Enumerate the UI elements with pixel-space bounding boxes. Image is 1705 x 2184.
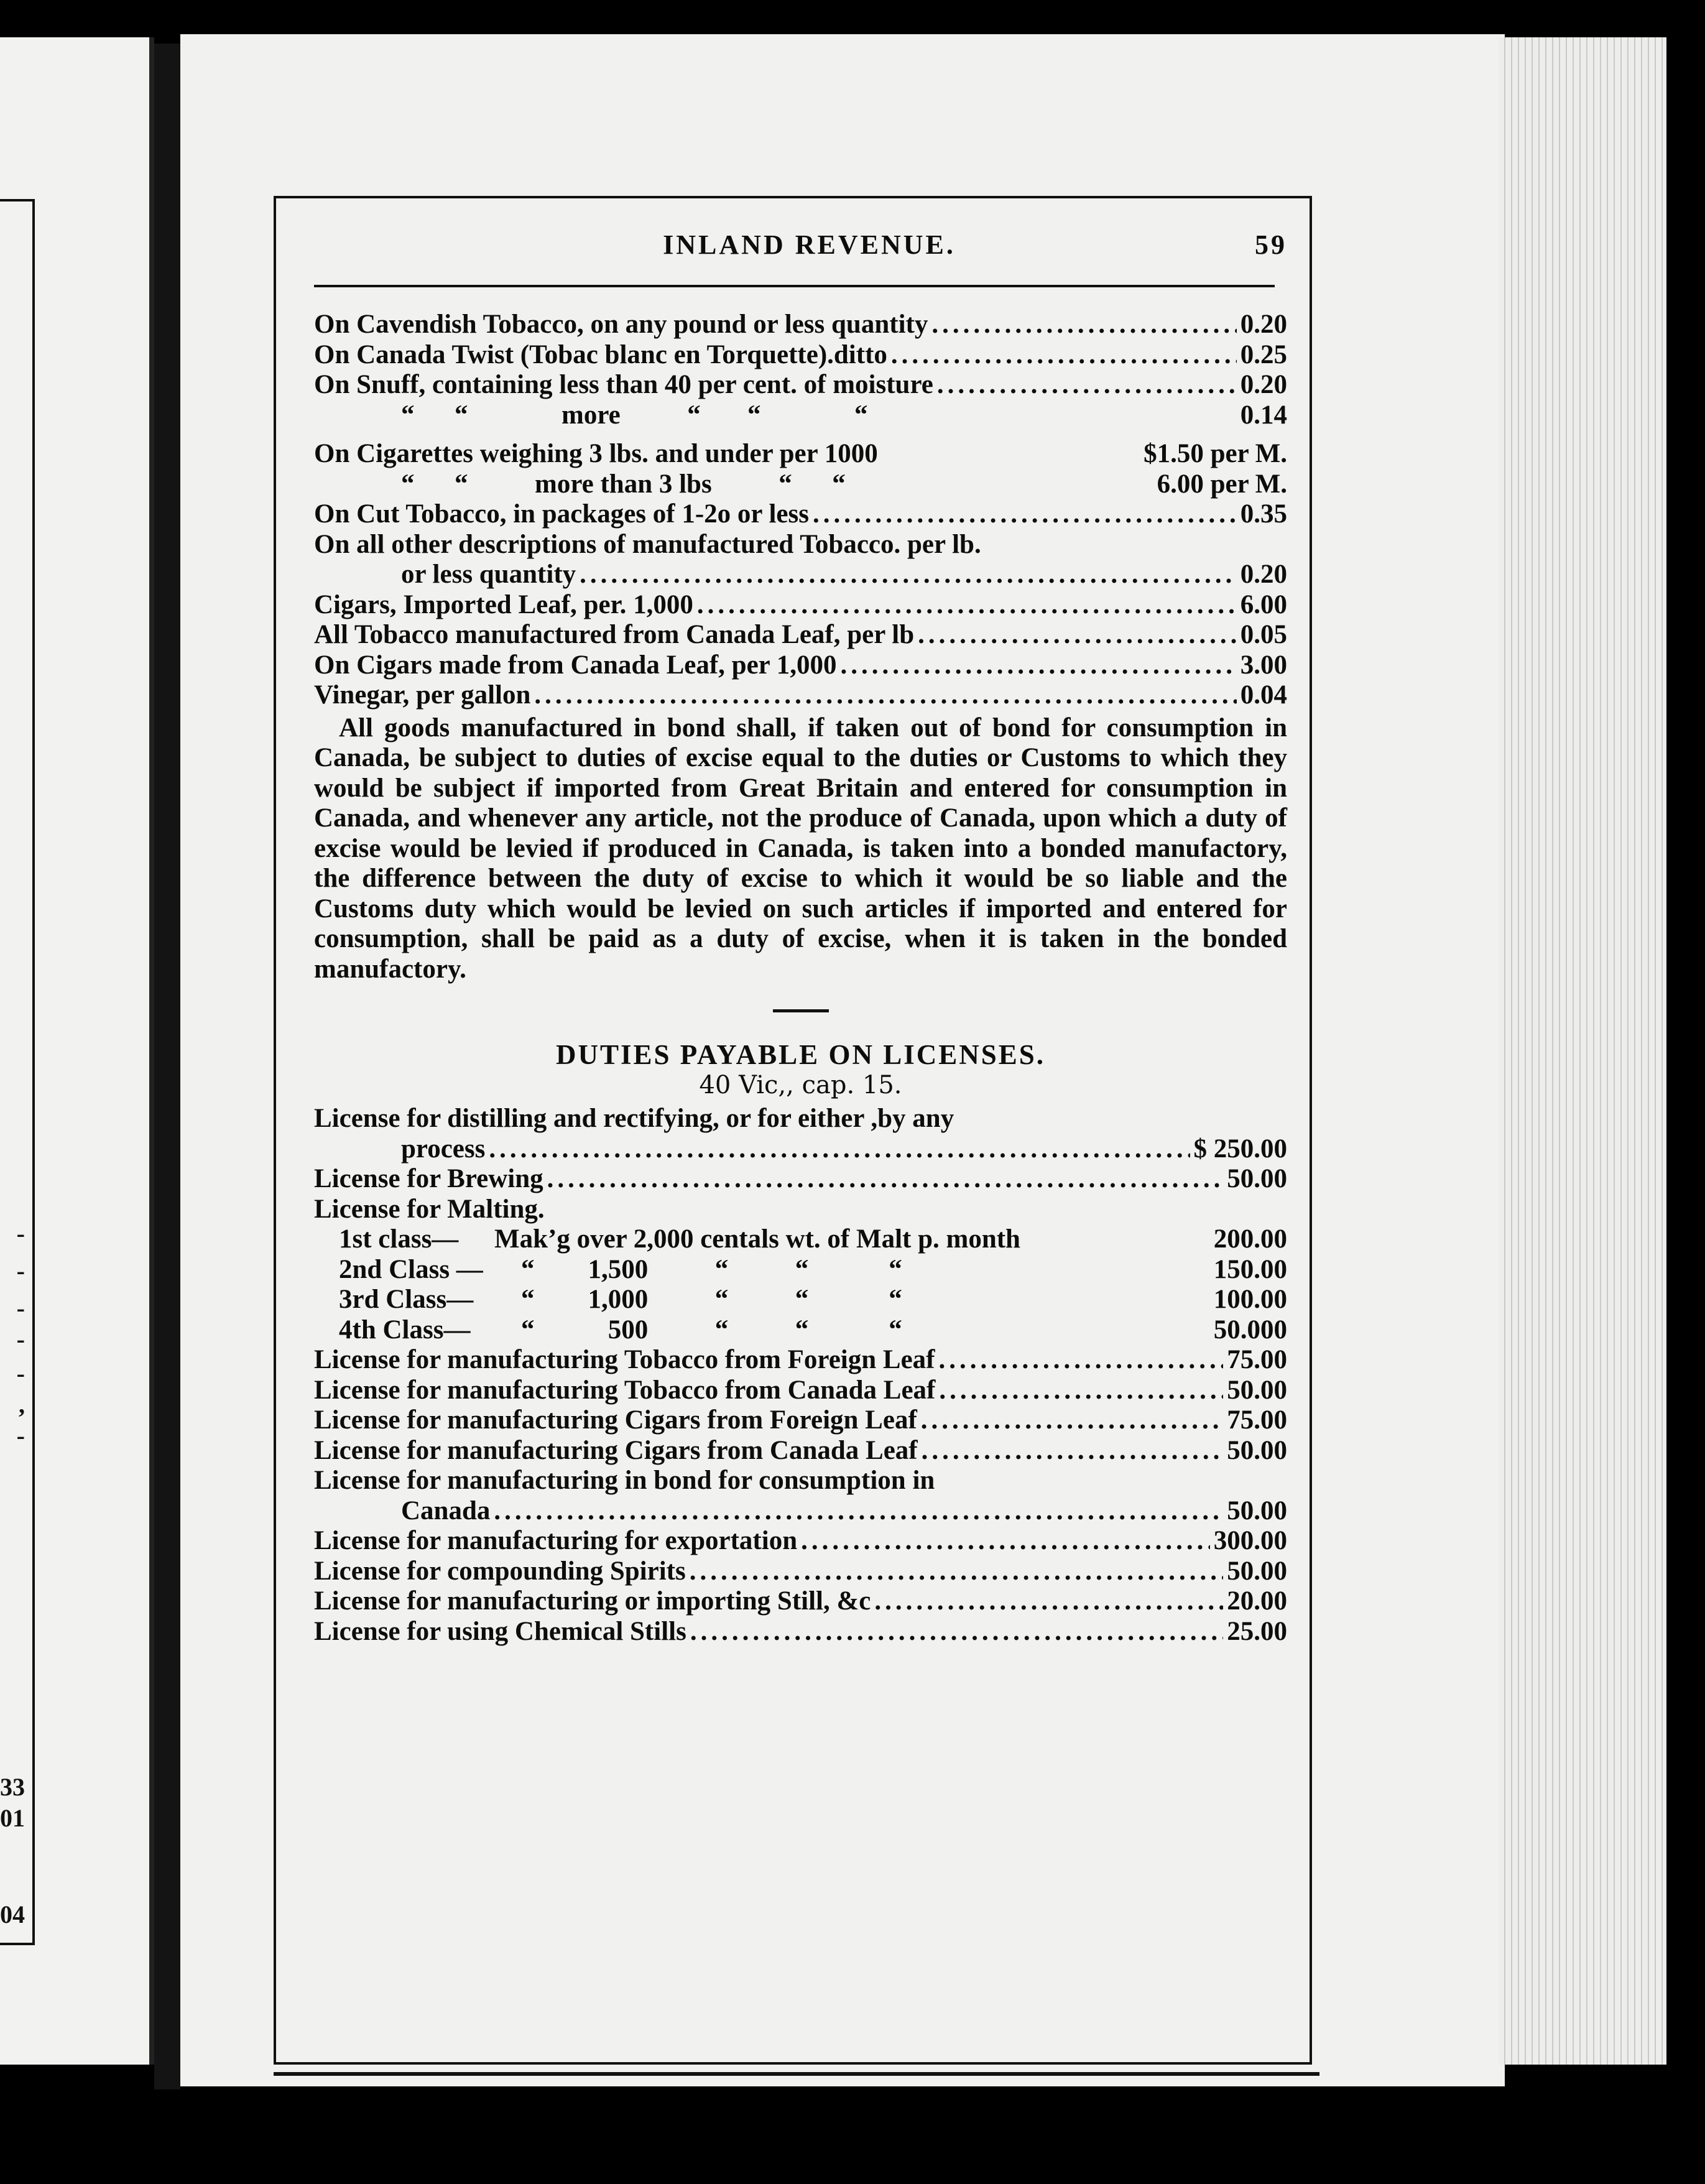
license-row: [314, 1104, 1287, 1134]
malting-class-value: 100.00: [1213, 1285, 1287, 1314]
left-fragment: -: [16, 1422, 25, 1450]
rate-value: 0.04: [1240, 680, 1287, 710]
license-value: $ 250.00: [1193, 1134, 1287, 1164]
malting-class-value: 150.00: [1213, 1254, 1287, 1284]
rate-value: 0.14: [1240, 400, 1287, 430]
license-value: 25.00: [1227, 1616, 1287, 1646]
license-value: 75.00: [1227, 1345, 1287, 1374]
license-label: License for manufacturing Tobacco from Canada Leaf: [314, 1375, 936, 1405]
rate-row: [314, 439, 1287, 470]
malting-class: 1st class—: [339, 1224, 459, 1254]
malting-class: 3rd Class—: [339, 1285, 474, 1314]
bond-paragraph-text: All goods manufactured in bond shall, if taken out of bond for consumption in Canada, be subject to duties of excise equal to the duties or Customs to which they would be subject if imported from Great Britain and entered for consumption in Canada, and whenever any article, not the produce of Canada, upon which a duty of excise would be levied if produced in Canada, is taken into a bonded manufactory, the difference between the duty of excise to which it would be so liable and the Customs duty which would be levied on such articles if imported and entered for consumption, shall be paid as a duty of excise, when it is taken in the bonded manufactory.: [314, 713, 1287, 984]
book-gutter: [154, 44, 180, 2089]
rate-row: [314, 680, 1287, 711]
license-row: [314, 1164, 1287, 1195]
section-divider: [773, 1009, 829, 1012]
rate-value: 6.00 per M.: [1157, 469, 1287, 499]
rate-label: On Cigarettes weighing 3 lbs. and under per 1000: [314, 439, 878, 468]
rate-label: On Cavendish Tobacco, on any pound or less quantity: [314, 310, 928, 339]
license-label: License for using Chemical Stills: [314, 1616, 686, 1646]
malting-class-value: 50.000: [1213, 1315, 1287, 1344]
rate-value: 0.35: [1240, 499, 1287, 529]
rate-row: [314, 530, 1287, 560]
license-row: [314, 1496, 1287, 1527]
rate-label: On Cut Tobacco, in packages of 1-2o or less: [314, 499, 809, 529]
running-header: [314, 230, 1287, 274]
malting-class-row: [314, 1285, 1287, 1315]
left-fragment: 04: [0, 1900, 25, 1928]
license-label: License for manufacturing Cigars from Canada Leaf: [314, 1435, 918, 1465]
rate-label: or less quantity: [401, 560, 576, 589]
license-row: [314, 1557, 1287, 1587]
page-number: 59: [1255, 229, 1287, 260]
license-label: License for manufacturing or importing Still, &c: [314, 1586, 871, 1616]
license-row: [314, 1586, 1287, 1617]
left-fragment: -: [16, 1359, 25, 1387]
left-page-frame: [0, 199, 35, 1945]
rate-label: Vinegar, per gallon: [314, 680, 531, 710]
license-row: [314, 1466, 1287, 1496]
left-fragment: 33: [0, 1773, 25, 1801]
rate-row: [314, 590, 1287, 621]
license-value: 50.00: [1227, 1556, 1287, 1586]
rate-row: [314, 470, 1287, 500]
rate-label: On Snuff, containing less than 40 per cent. of moisture: [314, 370, 933, 399]
left-fragment: -: [16, 1219, 25, 1247]
rate-label: On Cigars made from Canada Leaf, per 1,000: [314, 650, 837, 680]
rate-value: 3.00: [1240, 650, 1287, 680]
rate-value: $1.50 per M.: [1144, 439, 1287, 468]
left-fragment: 01: [0, 1804, 25, 1832]
rate-row: [314, 400, 1287, 431]
page-frame-bottom-rule: [274, 2072, 1319, 2076]
licenses-heading: DUTIES PAYABLE ON LICENSES.: [555, 1039, 1046, 1070]
rate-label: On all other descriptions of manufactured Tobacco. per lb.: [314, 529, 981, 559]
license-label: License for Brewing: [314, 1164, 543, 1193]
malting-class-row: [314, 1255, 1287, 1285]
licenses-citation: 40 Vic,, cap. 15.: [699, 1070, 902, 1099]
license-row: [314, 1195, 1287, 1225]
license-value: 75.00: [1227, 1405, 1287, 1435]
license-value: 300.00: [1213, 1526, 1287, 1555]
rate-value: 6.00: [1240, 590, 1287, 619]
rate-row: [314, 499, 1287, 530]
license-row: [314, 1617, 1287, 1647]
malting-class-desc: “ 1,000 “ “ “: [494, 1285, 902, 1314]
license-label: License for distilling and rectifying, or for either ,by any: [314, 1104, 954, 1133]
malting-class-row: [314, 1224, 1287, 1255]
malting-class-desc: “ 500 “ “ “: [494, 1315, 902, 1344]
left-page: [0, 37, 154, 2065]
license-row: [314, 1436, 1287, 1466]
left-fragment: ,: [19, 1390, 25, 1418]
license-label: License for compounding Spirits: [314, 1556, 686, 1586]
license-value: 50.00: [1227, 1164, 1287, 1193]
license-row: [314, 1134, 1287, 1165]
malting-class-row: [314, 1315, 1287, 1346]
license-label: License for manufacturing Tobacco from Foreign Leaf: [314, 1345, 935, 1374]
malting-class-desc: “ 1,500 “ “ “: [494, 1254, 902, 1284]
rate-row: [314, 620, 1287, 650]
license-row: [314, 1376, 1287, 1406]
license-label: process: [401, 1134, 486, 1164]
page-edges: [1499, 37, 1666, 2065]
license-value: 50.00: [1227, 1496, 1287, 1525]
rate-row: [314, 560, 1287, 590]
license-value: 20.00: [1227, 1586, 1287, 1616]
rate-row: [314, 650, 1287, 681]
left-fragment: -: [16, 1257, 25, 1285]
rate-value: 0.20: [1240, 310, 1287, 339]
malting-class-value: 200.00: [1213, 1224, 1287, 1254]
left-fragment: -: [16, 1294, 25, 1322]
header-rule: [314, 285, 1275, 287]
malting-class: 2nd Class —: [339, 1254, 483, 1284]
license-label: License for manufacturing Cigars from Foreign Leaf: [314, 1405, 917, 1435]
malting-class: 4th Class—: [339, 1315, 471, 1344]
page-title: INLAND REVENUE.: [663, 229, 956, 260]
rate-value: 0.05: [1240, 620, 1287, 649]
license-label: License for manufacturing in bond for consumption in: [314, 1466, 935, 1495]
bond-paragraph: [314, 713, 1287, 985]
license-label: License for Malting.: [314, 1194, 545, 1224]
license-row: [314, 1405, 1287, 1436]
left-fragment: -: [16, 1325, 25, 1353]
rate-row: [314, 370, 1287, 400]
rate-value: 0.20: [1240, 370, 1287, 399]
license-row: [314, 1526, 1287, 1557]
rate-row: [314, 340, 1287, 371]
page-content: [314, 230, 1287, 1647]
rate-row: [314, 310, 1287, 340]
rate-label: Cigars, Imported Leaf, per. 1,000: [314, 590, 693, 619]
rate-label: On Canada Twist (Tobac blanc en Torquette).ditto: [314, 340, 887, 369]
rate-label: “ “ more “ “ “: [401, 400, 868, 430]
malting-class-desc: Mak’g over 2,000 centals wt. of Malt p. month: [494, 1224, 1020, 1254]
license-row: [314, 1345, 1287, 1376]
rate-value: 0.20: [1240, 560, 1287, 589]
license-value: 50.00: [1227, 1375, 1287, 1405]
license-label: Canada: [401, 1496, 491, 1525]
rate-label: All Tobacco manufactured from Canada Leaf, per lb: [314, 620, 915, 649]
rate-label: “ “ more than 3 lbs “ “: [401, 469, 846, 499]
license-label: License for manufacturing for exportation: [314, 1526, 798, 1555]
rate-value: 0.25: [1240, 340, 1287, 369]
license-value: 50.00: [1227, 1435, 1287, 1465]
